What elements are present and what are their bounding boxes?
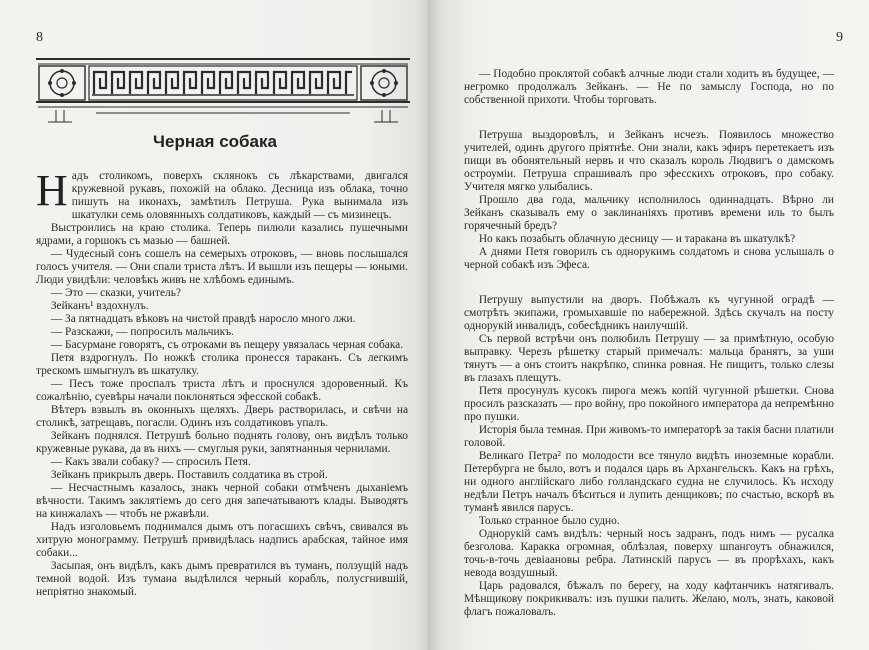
paragraph: — За пятнадцать вѣковъ на чистой правдѣ наросло много лжи.	[50, 313, 356, 325]
paragraph: — Песъ тоже проспалъ триста лѣтъ и проснулся здоровенный. Къ сожалѣнію, суевѣры начали поклоняться эфесской собакѣ.	[36, 378, 408, 403]
left-page	[0, 0, 430, 650]
paragraph: — Разскажи, — попросилъ мальчикъ.	[50, 326, 234, 338]
paragraph: Вѣтеръ взвылъ въ оконныхъ щеляхъ. Дверь растворилась, и свѣчи на столикѣ, затрещавъ, погасли. Одинъ изъ солдатиковъ упалъ.	[36, 404, 408, 429]
paragraph: Однорукій самъ видѣлъ: черный носъ задранъ, подъ нимъ — русалка безголова. Каракка огромная, облѣзлая, поверху шпангоутъ обнажился, точь-в-точь девіаановы ребра. Латинскій парусъ — въ прорѣхахъ, какъ невода воздушный.	[464, 528, 834, 579]
paragraph: — Несчастнымъ казалось, знакъ черной собаки отмѣченъ дыханіемъ вѣчности. Такимъ заклятіемъ до сего дня запечатываютъ клады. Выводятъ на кинжалахъ — чтобъ не ржавѣли.	[36, 482, 408, 520]
paragraph: Зейканъ поднялся. Петрушѣ больно поднять голову, онъ видѣлъ только кружевные рукава, да въ нихъ — смуглыя руки, запятнанныя чернилами.	[36, 430, 408, 455]
paragraph: Но какъ позабыть облачную десницу — и таракана въ шкатулкѣ?	[478, 233, 796, 245]
page-number-right: 9	[836, 30, 843, 45]
paragraph: Петруша выздоровѣлъ, и Зейканъ исчезъ. Появилось множество учителей, одинъ другого пріятнѣе. Они знали, какъ эфиръ перетекаетъ изъ пищи въ обонятельный нервъ и что сказалъ король Людвигъ о дамскомъ остроуміи. Петруша спрашивалъ про эфесскихъ отроковъ, про собаку. Учителя мягко улыбались.	[464, 129, 834, 193]
paragraph: А днями Петя говорилъ съ однорукимъ солдатомъ и снова услышалъ о черной собакѣ изъ Эфеса.	[464, 246, 834, 271]
paragraph: — Это — сказки, учитель?	[50, 287, 181, 299]
section-break	[464, 272, 834, 294]
paragraph: — Чудесный сонъ сошелъ на семерыхъ отроковъ, — вновь послышался голосъ учителя. — Они спали триста лѣтъ. И вышли изъ пещеры — юными. Люди увидѣли: человѣкъ живъ не хлѣбомъ единымъ.	[36, 248, 408, 286]
paragraph: Надъ изголовьемъ поднимался дымъ отъ погасшихъ свѣчъ, свивался въ хитрую монограмму. Петрушѣ привидѣлась надпись арабская, тайное имя собаки...	[36, 521, 408, 559]
paragraph: Великаго Петра² по молодости все тянуло видѣть иноземные корабли. Петербурга не было, вотъ и подался царь въ Архангельскъ. Какъ на грѣхъ, ни одного англійскаго либо голландскаго судна не случилось. Къ исходу недѣли Петръ началъ бѣситься и лупить денщиковъ; по счастью, вскорѣ въ туманѣ явился парусъ.	[464, 450, 834, 514]
paragraph: Прошло два года, мальчику исполнилось одиннадцать. Вѣрно ли Зейканъ сказывалъ ему о заклинаніяхъ противъ времени иль то былъ горячечный бредъ?	[464, 194, 834, 232]
paragraph: — Подобно проклятой собакѣ алчные люди стали ходить въ будущее, — негромко продолжалъ Зейканъ. — Не по замыслу Господа, но по собственной прихоти. Чтобы торговать.	[464, 68, 834, 106]
paragraph: Петя вздрогнулъ. По ножкѣ столика пронесся тараканъ. Съ легкимъ трескомъ шмыгнулъ въ шкатулку.	[36, 352, 408, 377]
paragraph: Исторія была темная. При живомъ-то императорѣ за такія басни платили головой.	[464, 424, 834, 449]
first-paragraph-text: адъ столикомъ, поверхъ склянокъ съ лѣкарствами, двигался кружевной рукавъ, похожій на облако. Десница изъ облака, точно пишуть на иконахъ, замѣтилъ Петруша. Рука вынимала изъ шкатулки семь оловянныхъ солдатиковъ, каждый — съ мизинецъ.	[71, 170, 408, 221]
drop-cap: Н	[36, 166, 68, 215]
paragraph: — Басурмане говорятъ, съ отроками въ пещеру увязалась черная собака.	[50, 339, 404, 351]
paragraph: Петя просунулъ кусокъ пирога межъ копій чугунной рѣшетки. Снова просилъ разсказать — про войну, про покойного императора да непремѣнно про пушки.	[464, 385, 834, 423]
page-number-left: 8	[36, 30, 43, 45]
paragraph: Выстроились на краю столика. Теперь пилюли казались пушечными ядрами, а горшокъ съ мазью — башней.	[36, 222, 408, 247]
first-paragraph	[36, 166, 408, 222]
greek-key-ornament	[36, 58, 410, 124]
right-page-text	[464, 68, 834, 619]
paragraph: Только странное было судно.	[478, 515, 620, 527]
paragraph: Зейканъ прикрылъ дверь. Поставилъ солдатика въ строй.	[50, 469, 328, 481]
paragraph: Засыпая, онъ видѣлъ, какъ дымъ превратился въ туманъ, ползущій надъ темной водой. Изъ тумана выдѣлился черный корабль, полусгнившій, непріятно знакомый.	[36, 560, 408, 598]
chapter-title: Черная собака	[153, 132, 277, 151]
section-break	[464, 107, 834, 129]
paragraph: Царь радовался, бѣжалъ по берегу, на ходу кафтанчикъ натягивалъ. Мѣнщикову покрикивалъ: изъ пушки палить. Желаю, молъ, знать, каковой флагъ пожаловалъ.	[464, 580, 834, 618]
paragraph: Петрушу выпустили на дворъ. Побѣжалъ къ чугунной оградѣ — смотрѣть экипажи, громыхавшіе по набережной. Здѣсь скучалъ на посту однорукій инвалидъ, собесѣдникъ наилучшій.	[464, 294, 834, 332]
left-page-text	[36, 166, 408, 599]
paragraph: Съ первой встрѣчи онъ полюбилъ Петрушу — за примѣтную, особую выправку. Черезъ рѣшетку старый примечалъ: мальца бранятъ, за уши тянутъ — а онъ стоитъ накрѣпко, спинка ровная. Не пищитъ, только слезы въ глазахъ плещутъ.	[464, 333, 834, 384]
paragraph: — Какъ звали собаку? — спросилъ Петя.	[50, 456, 251, 468]
paragraph: Зейканъ¹ вздохнулъ.	[50, 300, 149, 312]
